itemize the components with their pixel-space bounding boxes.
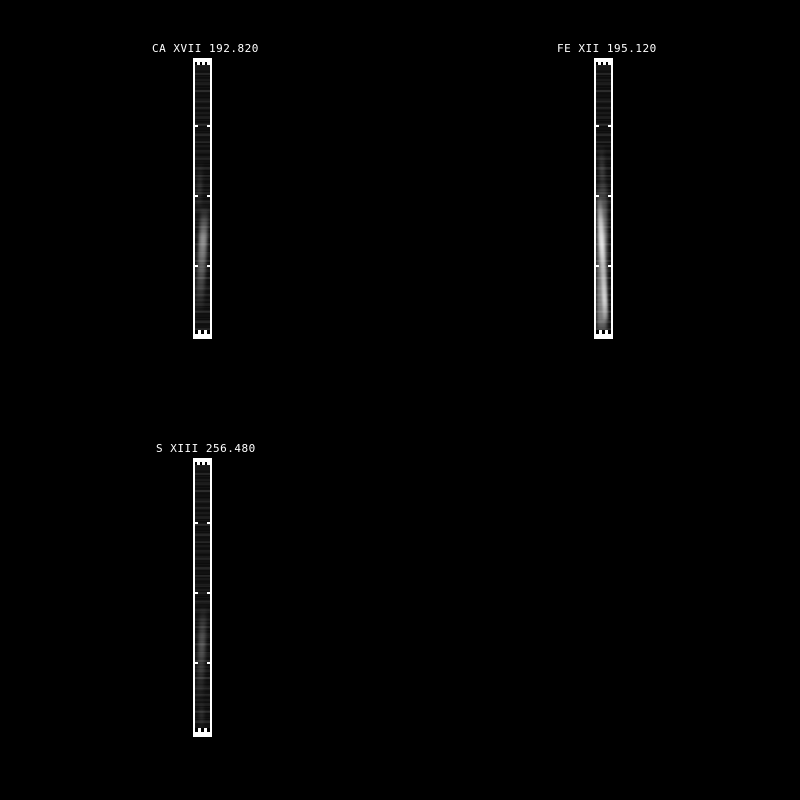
y-axis-tick xyxy=(195,195,198,197)
bottom-axis-ticks xyxy=(596,330,611,334)
y-axis-tick xyxy=(207,265,210,267)
faint-emission-spot xyxy=(199,700,204,728)
spectral-strip-panel-fe-xii xyxy=(594,58,613,339)
bottom-axis-ticks xyxy=(195,330,210,334)
y-axis-tick xyxy=(207,592,210,594)
y-axis-tick xyxy=(207,522,210,524)
top-axis-cap xyxy=(193,58,212,65)
strip-title-s-xiii: S XIII 256.480 xyxy=(156,442,256,455)
spectral-strip-panel-ca-xvii xyxy=(193,58,212,339)
y-axis-tick xyxy=(608,195,611,197)
bottom-axis-cap xyxy=(193,330,212,339)
y-axis-tick xyxy=(195,125,198,127)
y-axis-tick xyxy=(596,195,599,197)
y-axis-tick xyxy=(195,265,198,267)
strip-title-ca-xvii: CA XVII 192.820 xyxy=(152,42,259,55)
strip-title-fe-xii: FE XII 195.120 xyxy=(557,42,657,55)
top-axis-cap xyxy=(594,58,613,65)
y-axis-tick xyxy=(608,265,611,267)
y-axis-tick xyxy=(207,195,210,197)
bottom-axis-cap xyxy=(594,330,613,339)
y-axis-tick xyxy=(608,125,611,127)
y-axis-tick xyxy=(195,662,198,664)
y-axis-tick xyxy=(596,265,599,267)
y-axis-tick xyxy=(207,125,210,127)
bottom-axis-cap xyxy=(193,728,212,737)
y-axis-tick xyxy=(596,125,599,127)
spectral-strip-panel-s-xiii xyxy=(193,458,212,737)
y-axis-tick xyxy=(195,522,198,524)
bottom-axis-ticks xyxy=(195,728,210,732)
y-axis-tick xyxy=(195,592,198,594)
emission-streak xyxy=(195,205,209,313)
emission-streak xyxy=(196,605,206,705)
slit-image-s-xiii[interactable] xyxy=(193,465,212,728)
y-axis-tick xyxy=(207,662,210,664)
top-axis-cap xyxy=(193,458,212,465)
slit-image-ca-xvii[interactable] xyxy=(193,65,212,330)
slit-image-fe-xii[interactable] xyxy=(594,65,613,330)
